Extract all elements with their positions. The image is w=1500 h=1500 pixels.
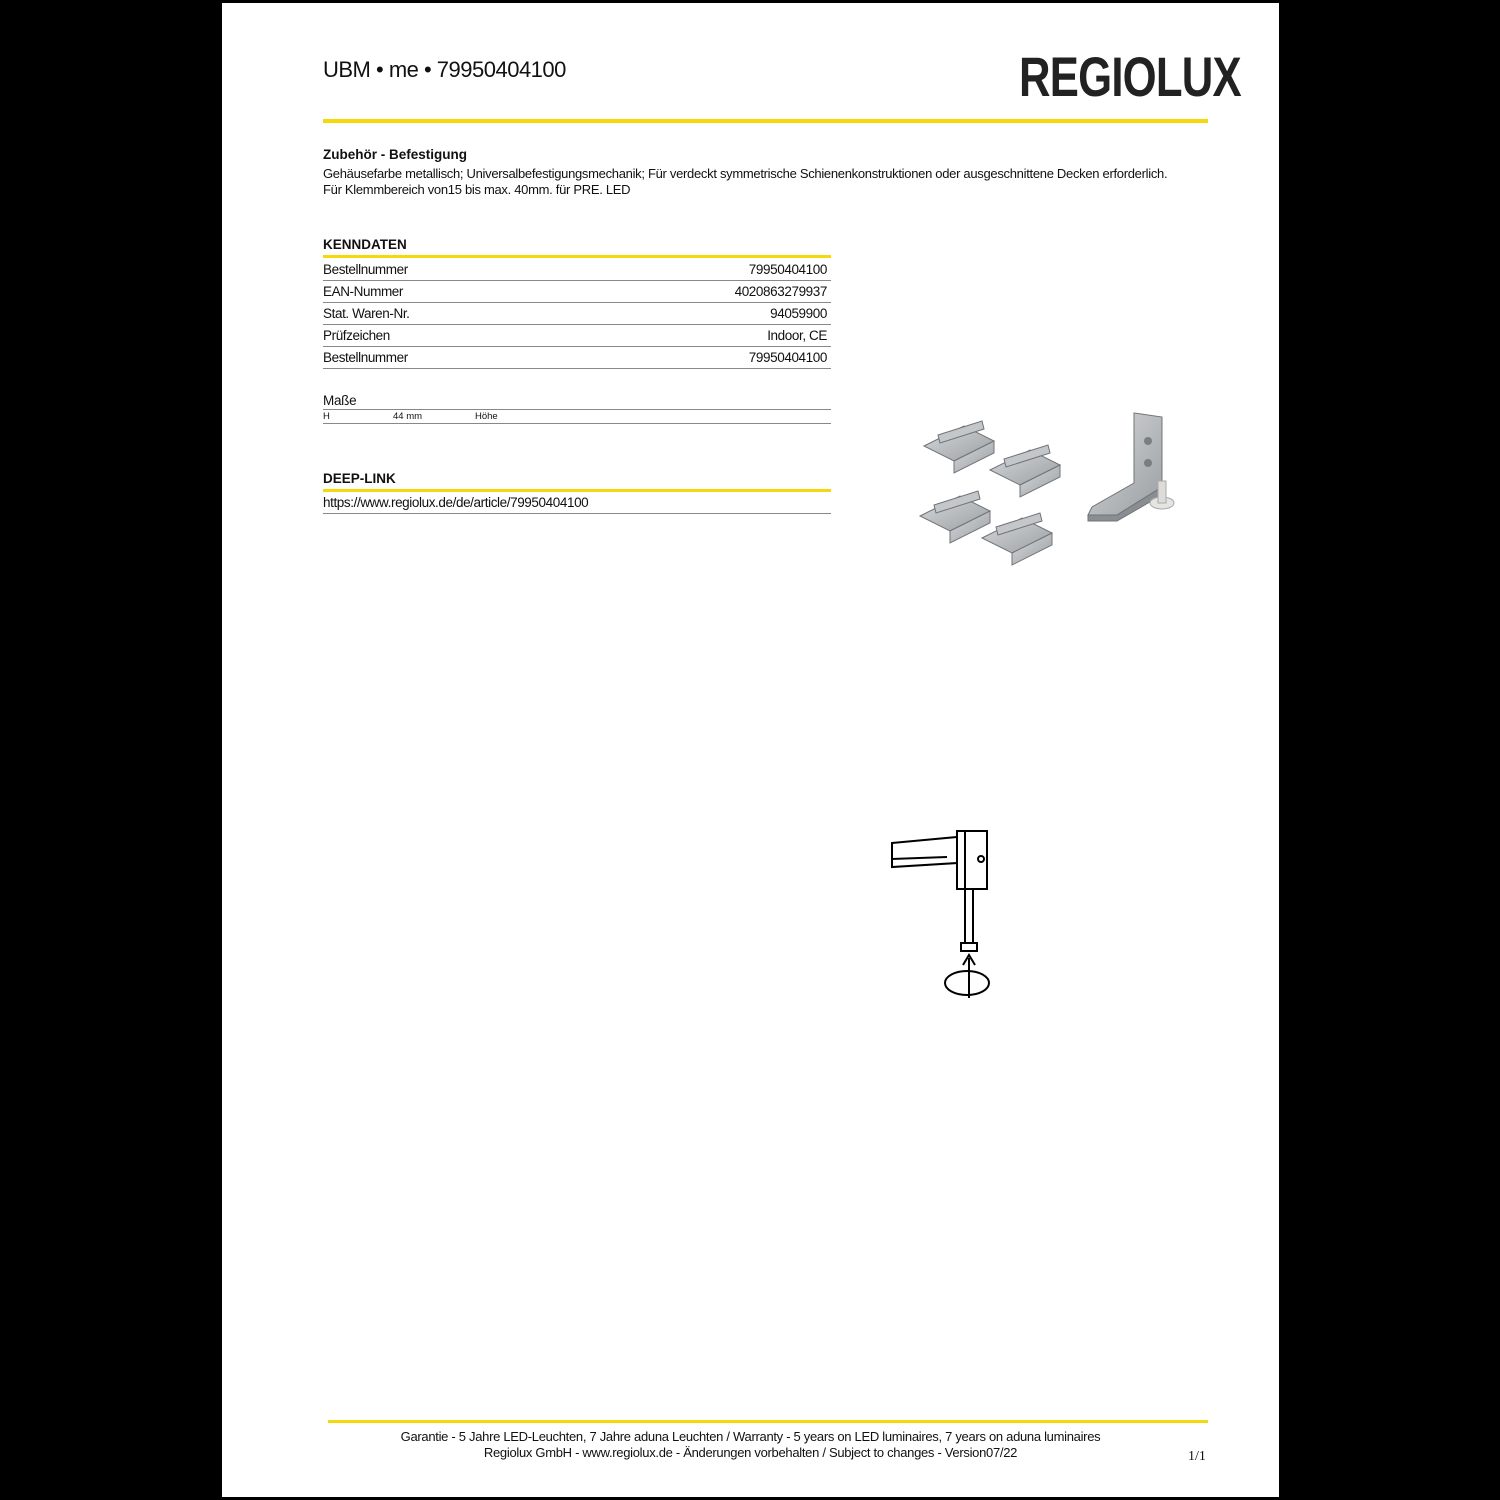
footer-company: Regiolux GmbH - www.regiolux.de - Änderungen vorbehalten / Subject to changes - Version07/22	[483, 1445, 1018, 1460]
dim-code: H	[323, 411, 330, 422]
product-description: Gehäusefarbe metallisch; Universalbefestigungsmechanik; Für verdeckt symmetrische Schienenkonstruktionen oder ausgeschnittene Decken erforderlich. Für Klemmbereich von15 bis max. 40mm. für PRE. LED	[323, 166, 1168, 197]
row-value: 79950404100	[748, 350, 827, 365]
dim-value: 44 mm	[393, 411, 423, 422]
row-label: Bestellnummer	[323, 262, 408, 277]
page-number: 1/1	[1188, 1449, 1206, 1464]
table-row	[323, 347, 831, 369]
row-value: 79950404100	[748, 262, 827, 277]
table-row	[323, 303, 831, 325]
datasheet-page	[222, 3, 1279, 1497]
row-value: Indoor, CE	[767, 328, 827, 343]
table-row	[323, 409, 831, 424]
row-label: EAN-Nummer	[323, 284, 404, 299]
deeplink-heading: DEEP-LINK	[323, 471, 396, 486]
footer-rule	[328, 1420, 1208, 1423]
product-subtitle: Zubehör - Befestigung	[323, 147, 467, 162]
row-label: Prüfzeichen	[323, 328, 390, 343]
page-title: UBM • me • 79950404100	[323, 57, 566, 82]
row-label: Bestellnummer	[323, 350, 408, 365]
footer-warranty: Garantie - 5 Jahre LED-Leuchten, 7 Jahre aduna Leuchten / Warranty - 5 years on LED luminaires, 7 years on aduna luminaires	[400, 1429, 1101, 1444]
product-photo	[912, 403, 1222, 593]
deeplink-url[interactable]: https://www.regiolux.de/de/article/79950404100	[323, 492, 831, 514]
deeplink-table	[323, 492, 831, 514]
technical-drawing	[887, 823, 1007, 1003]
dim-name: Höhe	[475, 411, 498, 422]
header-rule	[323, 119, 1208, 123]
row-label: Stat. Waren-Nr.	[323, 306, 410, 321]
row-value: 94059900	[770, 306, 827, 321]
brand-logo: REGIOLUX	[1019, 45, 1241, 108]
kenndaten-table	[323, 259, 831, 369]
masse-table	[323, 409, 831, 424]
kenndaten-rule	[323, 255, 831, 258]
table-row	[323, 281, 831, 303]
masse-heading: Maße	[323, 393, 357, 408]
table-row	[323, 325, 831, 347]
table-row	[323, 259, 831, 281]
kenndaten-heading: KENNDATEN	[323, 237, 407, 252]
row-value: 4020863279937	[734, 284, 827, 299]
